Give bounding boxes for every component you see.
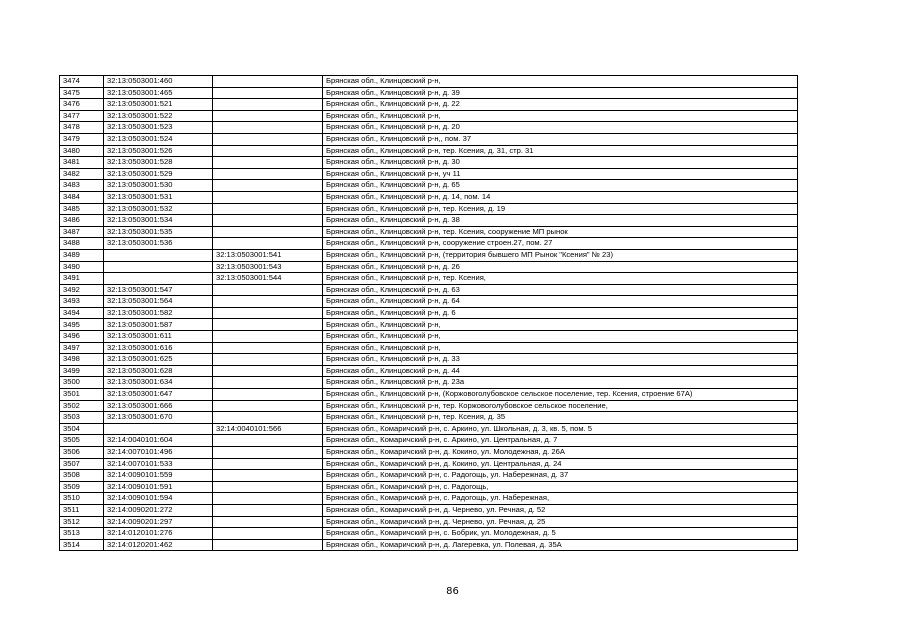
table-row bbox=[60, 145, 798, 157]
address-cell: Брянская обл., Комаричский р-н, д. Лагеревка, ул. Полевая, д. 35А bbox=[323, 539, 798, 551]
table-row bbox=[60, 435, 798, 447]
cadastral-number-alt-cell: 32:13:0503001:544 bbox=[213, 273, 323, 285]
address-cell: Брянская обл., Клинцовский р-н, д. 23а bbox=[323, 377, 798, 389]
address-cell: Брянская обл., Комаричский р-н, с. Бобрик, ул. Молодежная, д. 5 bbox=[323, 528, 798, 540]
address-cell: Брянская обл., Клинцовский р-н, д. 22 bbox=[323, 99, 798, 111]
row-number-cell: 3487 bbox=[60, 226, 104, 238]
row-number-cell: 3476 bbox=[60, 99, 104, 111]
address-cell: Брянская обл., Клинцовский р-н, bbox=[323, 110, 798, 122]
row-number-cell: 3484 bbox=[60, 191, 104, 203]
table-row bbox=[60, 157, 798, 169]
cadastral-number-cell: 32:14:0090201:272 bbox=[104, 504, 213, 516]
address-cell: Брянская обл., Клинцовский р-н, тер. Ксения, bbox=[323, 273, 798, 285]
row-number-cell: 3498 bbox=[60, 354, 104, 366]
table-row bbox=[60, 319, 798, 331]
row-number-cell: 3514 bbox=[60, 539, 104, 551]
row-number-cell: 3495 bbox=[60, 319, 104, 331]
cadastral-number-alt-cell bbox=[213, 133, 323, 145]
cadastral-number-alt-cell bbox=[213, 238, 323, 250]
row-number-cell: 3508 bbox=[60, 470, 104, 482]
address-cell: Брянская обл., Комаричский р-н, с. Радогощь, ул. Набережная, д. 37 bbox=[323, 470, 798, 482]
table-row bbox=[60, 110, 798, 122]
row-number-cell: 3488 bbox=[60, 238, 104, 250]
address-cell: Брянская обл., Комаричский р-н, с. Аркино, ул. Центральная, д. 7 bbox=[323, 435, 798, 447]
table-row bbox=[60, 122, 798, 134]
row-number-cell: 3511 bbox=[60, 504, 104, 516]
cadastral-number-alt-cell bbox=[213, 481, 323, 493]
cadastral-number-cell bbox=[104, 261, 213, 273]
table-row bbox=[60, 307, 798, 319]
address-cell: Брянская обл., Клинцовский р-н, тер. Ксения, д. 35 bbox=[323, 412, 798, 424]
address-cell: Брянская обл., Клинцовский р-н, уч 11 bbox=[323, 168, 798, 180]
row-number-cell: 3504 bbox=[60, 423, 104, 435]
address-cell: Брянская обл., Клинцовский р-н, bbox=[323, 76, 798, 88]
cadastral-number-cell: 32:13:0503001:522 bbox=[104, 110, 213, 122]
row-number-cell: 3501 bbox=[60, 389, 104, 401]
cadastral-number-cell: 32:13:0503001:616 bbox=[104, 342, 213, 354]
table-row bbox=[60, 261, 798, 273]
row-number-cell: 3480 bbox=[60, 145, 104, 157]
row-number-cell: 3485 bbox=[60, 203, 104, 215]
table-row bbox=[60, 470, 798, 482]
cadastral-number-cell: 32:13:0503001:666 bbox=[104, 400, 213, 412]
address-cell: Брянская обл., Клинцовский р-н, д. 39 bbox=[323, 87, 798, 99]
address-cell: Брянская обл., Клинцовский р-н, д. 63 bbox=[323, 284, 798, 296]
address-cell: Брянская обл., Клинцовский р-н, тер. Коржовоголубовское сельское поселение, bbox=[323, 400, 798, 412]
cadastral-number-cell: 32:13:0503001:587 bbox=[104, 319, 213, 331]
cadastral-number-cell: 32:13:0503001:531 bbox=[104, 191, 213, 203]
cadastral-number-cell: 32:13:0503001:529 bbox=[104, 168, 213, 180]
cadastral-number-cell bbox=[104, 423, 213, 435]
table-row bbox=[60, 365, 798, 377]
table-row bbox=[60, 481, 798, 493]
cadastral-number-alt-cell bbox=[213, 400, 323, 412]
cadastral-number-alt-cell bbox=[213, 157, 323, 169]
row-number-cell: 3510 bbox=[60, 493, 104, 505]
row-number-cell: 3475 bbox=[60, 87, 104, 99]
row-number-cell: 3502 bbox=[60, 400, 104, 412]
table-row bbox=[60, 180, 798, 192]
row-number-cell: 3500 bbox=[60, 377, 104, 389]
table-row bbox=[60, 168, 798, 180]
row-number-cell: 3513 bbox=[60, 528, 104, 540]
cadastral-number-cell: 32:13:0503001:534 bbox=[104, 215, 213, 227]
cadastral-number-alt-cell bbox=[213, 528, 323, 540]
row-number-cell: 3505 bbox=[60, 435, 104, 447]
row-number-cell: 3493 bbox=[60, 296, 104, 308]
row-number-cell: 3507 bbox=[60, 458, 104, 470]
address-cell: Брянская обл., Клинцовский р-н, bbox=[323, 331, 798, 343]
table-row bbox=[60, 377, 798, 389]
cadastral-number-alt-cell bbox=[213, 168, 323, 180]
row-number-cell: 3491 bbox=[60, 273, 104, 285]
cadastral-number-alt-cell bbox=[213, 504, 323, 516]
cadastral-number-alt-cell bbox=[213, 296, 323, 308]
table-row bbox=[60, 504, 798, 516]
table-row bbox=[60, 249, 798, 261]
cadastral-number-cell: 32:13:0503001:530 bbox=[104, 180, 213, 192]
cadastral-number-cell: 32:13:0503001:528 bbox=[104, 157, 213, 169]
cadastral-number-cell: 32:13:0503001:535 bbox=[104, 226, 213, 238]
cadastral-number-cell: 32:14:0090201:297 bbox=[104, 516, 213, 528]
cadastral-number-cell bbox=[104, 273, 213, 285]
row-number-cell: 3497 bbox=[60, 342, 104, 354]
cadastral-number-cell: 32:13:0503001:625 bbox=[104, 354, 213, 366]
cadastral-number-alt-cell bbox=[213, 226, 323, 238]
cadastral-number-cell bbox=[104, 249, 213, 261]
table-row bbox=[60, 87, 798, 99]
address-cell: Брянская обл., Клинцовский р-н, д. 6 bbox=[323, 307, 798, 319]
cadastral-number-alt-cell bbox=[213, 493, 323, 505]
cadastral-number-cell: 32:13:0503001:526 bbox=[104, 145, 213, 157]
cadastral-number-cell: 32:13:0503001:524 bbox=[104, 133, 213, 145]
row-number-cell: 3479 bbox=[60, 133, 104, 145]
address-cell: Брянская обл., Клинцовский р-н, д. 14, пом. 14 bbox=[323, 191, 798, 203]
address-cell: Брянская обл., Комаричский р-н, д. Кокино, ул. Центральная, д. 24 bbox=[323, 458, 798, 470]
table-row bbox=[60, 447, 798, 459]
address-cell: Брянская обл., Клинцовский р-н, (территория бывшего МП Рынок "Ксения" № 23) bbox=[323, 249, 798, 261]
table-row bbox=[60, 342, 798, 354]
address-cell: Брянская обл., Клинцовский р-н, д. 38 bbox=[323, 215, 798, 227]
page-number: 86 bbox=[446, 586, 459, 597]
cadastral-number-alt-cell bbox=[213, 470, 323, 482]
address-cell: Брянская обл., Клинцовский р-н, bbox=[323, 342, 798, 354]
table-row bbox=[60, 215, 798, 227]
address-cell: Брянская обл., Клинцовский р-н, д. 20 bbox=[323, 122, 798, 134]
row-number-cell: 3478 bbox=[60, 122, 104, 134]
cadastral-number-alt-cell bbox=[213, 377, 323, 389]
cadastral-number-cell: 32:13:0503001:465 bbox=[104, 87, 213, 99]
address-cell: Брянская обл., Клинцовский р-н, сооружение строен.27, пом. 27 bbox=[323, 238, 798, 250]
cadastral-number-alt-cell bbox=[213, 110, 323, 122]
row-number-cell: 3494 bbox=[60, 307, 104, 319]
address-cell: Брянская обл., Клинцовский р-н, д. 30 bbox=[323, 157, 798, 169]
table-row bbox=[60, 539, 798, 551]
table-row bbox=[60, 133, 798, 145]
table-row bbox=[60, 284, 798, 296]
address-cell: Брянская обл., Комаричский р-н, д. Кокино, ул. Молодежная, д. 26А bbox=[323, 447, 798, 459]
cadastral-number-cell: 32:14:0120101:276 bbox=[104, 528, 213, 540]
table-row bbox=[60, 528, 798, 540]
table-row bbox=[60, 296, 798, 308]
cadastral-number-cell: 32:13:0503001:532 bbox=[104, 203, 213, 215]
row-number-cell: 3506 bbox=[60, 447, 104, 459]
address-cell: Брянская обл., Клинцовский р-н, bbox=[323, 319, 798, 331]
table-row bbox=[60, 226, 798, 238]
cadastral-number-cell: 32:13:0503001:536 bbox=[104, 238, 213, 250]
address-cell: Брянская обл., Клинцовский р-н, д. 64 bbox=[323, 296, 798, 308]
cadastral-number-cell: 32:14:0090101:559 bbox=[104, 470, 213, 482]
address-cell: Брянская обл., Клинцовский р-н, (Коржовоголубовское сельское поселение, тер. Ксения, строение 67А) bbox=[323, 389, 798, 401]
row-number-cell: 3492 bbox=[60, 284, 104, 296]
cadastral-number-cell: 32:14:0090101:591 bbox=[104, 481, 213, 493]
address-cell: Брянская обл., Клинцовский р-н, д. 26 bbox=[323, 261, 798, 273]
row-number-cell: 3486 bbox=[60, 215, 104, 227]
cadastral-number-cell: 32:14:0120201:462 bbox=[104, 539, 213, 551]
table-row bbox=[60, 493, 798, 505]
address-cell: Брянская обл., Клинцовский р-н, д. 44 bbox=[323, 365, 798, 377]
address-cell: Брянская обл., Клинцовский р-н, д. 33 bbox=[323, 354, 798, 366]
table-row bbox=[60, 331, 798, 343]
cadastral-number-alt-cell bbox=[213, 458, 323, 470]
address-cell: Брянская обл., Клинцовский р-н, д. 65 bbox=[323, 180, 798, 192]
cadastral-number-cell: 32:13:0503001:547 bbox=[104, 284, 213, 296]
cadastral-number-alt-cell bbox=[213, 87, 323, 99]
cadastral-number-alt-cell: 32:13:0503001:541 bbox=[213, 249, 323, 261]
table-row bbox=[60, 423, 798, 435]
address-cell: Брянская обл., Комаричский р-н, д. Чернево, ул. Речная, д. 52 bbox=[323, 504, 798, 516]
cadastral-number-alt-cell bbox=[213, 354, 323, 366]
address-cell: Брянская обл., Комаричский р-н, с. Аркино, ул. Школьная, д. 3, кв. 5, пом. 5 bbox=[323, 423, 798, 435]
cadastral-number-alt-cell bbox=[213, 447, 323, 459]
cadastral-number-alt-cell bbox=[213, 122, 323, 134]
cadastral-number-alt-cell bbox=[213, 342, 323, 354]
table-row bbox=[60, 354, 798, 366]
row-number-cell: 3474 bbox=[60, 76, 104, 88]
cadastral-number-alt-cell bbox=[213, 539, 323, 551]
cadastral-number-alt-cell bbox=[213, 365, 323, 377]
row-number-cell: 3509 bbox=[60, 481, 104, 493]
table-row bbox=[60, 400, 798, 412]
cadastral-number-alt-cell bbox=[213, 215, 323, 227]
cadastral-number-alt-cell bbox=[213, 145, 323, 157]
cadastral-number-cell: 32:13:0503001:634 bbox=[104, 377, 213, 389]
cadastral-number-alt-cell bbox=[213, 412, 323, 424]
table-row bbox=[60, 412, 798, 424]
row-number-cell: 3499 bbox=[60, 365, 104, 377]
registry-table-body bbox=[60, 76, 798, 551]
address-cell: Брянская обл., Комаричский р-н, с. Радогощь, bbox=[323, 481, 798, 493]
address-cell: Брянская обл., Комаричский р-н, д. Чернево, ул. Речная, д. 25 bbox=[323, 516, 798, 528]
cadastral-number-cell: 32:13:0503001:670 bbox=[104, 412, 213, 424]
cadastral-number-alt-cell bbox=[213, 191, 323, 203]
row-number-cell: 3512 bbox=[60, 516, 104, 528]
table-row bbox=[60, 389, 798, 401]
registry-table bbox=[59, 75, 798, 551]
cadastral-number-alt-cell bbox=[213, 389, 323, 401]
cadastral-number-alt-cell bbox=[213, 180, 323, 192]
cadastral-number-cell: 32:14:0040101:604 bbox=[104, 435, 213, 447]
table-row bbox=[60, 458, 798, 470]
cadastral-number-alt-cell bbox=[213, 435, 323, 447]
cadastral-number-cell: 32:13:0503001:460 bbox=[104, 76, 213, 88]
table-row bbox=[60, 203, 798, 215]
cadastral-number-alt-cell: 32:14:0040101:566 bbox=[213, 423, 323, 435]
cadastral-number-cell: 32:13:0503001:611 bbox=[104, 331, 213, 343]
cadastral-number-alt-cell bbox=[213, 516, 323, 528]
cadastral-number-alt-cell bbox=[213, 284, 323, 296]
cadastral-number-cell: 32:13:0503001:582 bbox=[104, 307, 213, 319]
row-number-cell: 3483 bbox=[60, 180, 104, 192]
cadastral-number-cell: 32:13:0503001:647 bbox=[104, 389, 213, 401]
table-row bbox=[60, 191, 798, 203]
cadastral-number-alt-cell bbox=[213, 307, 323, 319]
cadastral-number-alt-cell bbox=[213, 331, 323, 343]
cadastral-number-cell: 32:13:0503001:564 bbox=[104, 296, 213, 308]
cadastral-number-alt-cell bbox=[213, 76, 323, 88]
cadastral-number-cell: 32:14:0070101:533 bbox=[104, 458, 213, 470]
cadastral-number-cell: 32:13:0503001:628 bbox=[104, 365, 213, 377]
row-number-cell: 3489 bbox=[60, 249, 104, 261]
row-number-cell: 3482 bbox=[60, 168, 104, 180]
cadastral-number-cell: 32:14:0070101:496 bbox=[104, 447, 213, 459]
cadastral-number-alt-cell bbox=[213, 99, 323, 111]
row-number-cell: 3481 bbox=[60, 157, 104, 169]
table-row bbox=[60, 76, 798, 88]
cadastral-number-cell: 32:14:0090101:594 bbox=[104, 493, 213, 505]
table-row bbox=[60, 238, 798, 250]
address-cell: Брянская обл., Клинцовский р-н, тер. Ксения, сооружение МП рынок bbox=[323, 226, 798, 238]
cadastral-number-cell: 32:13:0503001:523 bbox=[104, 122, 213, 134]
table-row bbox=[60, 99, 798, 111]
address-cell: Брянская обл., Клинцовский р-н,, пом. 37 bbox=[323, 133, 798, 145]
table-row bbox=[60, 273, 798, 285]
address-cell: Брянская обл., Клинцовский р-н, тер. Ксения, д. 19 bbox=[323, 203, 798, 215]
address-cell: Брянская обл., Комаричский р-н, с. Радогощь, ул. Набережная, bbox=[323, 493, 798, 505]
row-number-cell: 3503 bbox=[60, 412, 104, 424]
row-number-cell: 3496 bbox=[60, 331, 104, 343]
table-row bbox=[60, 516, 798, 528]
row-number-cell: 3490 bbox=[60, 261, 104, 273]
row-number-cell: 3477 bbox=[60, 110, 104, 122]
address-cell: Брянская обл., Клинцовский р-н, тер. Ксения, д. 31, стр. 31 bbox=[323, 145, 798, 157]
cadastral-number-alt-cell bbox=[213, 203, 323, 215]
cadastral-number-cell: 32:13:0503001:521 bbox=[104, 99, 213, 111]
cadastral-number-alt-cell bbox=[213, 319, 323, 331]
cadastral-number-alt-cell: 32:13:0503001:543 bbox=[213, 261, 323, 273]
